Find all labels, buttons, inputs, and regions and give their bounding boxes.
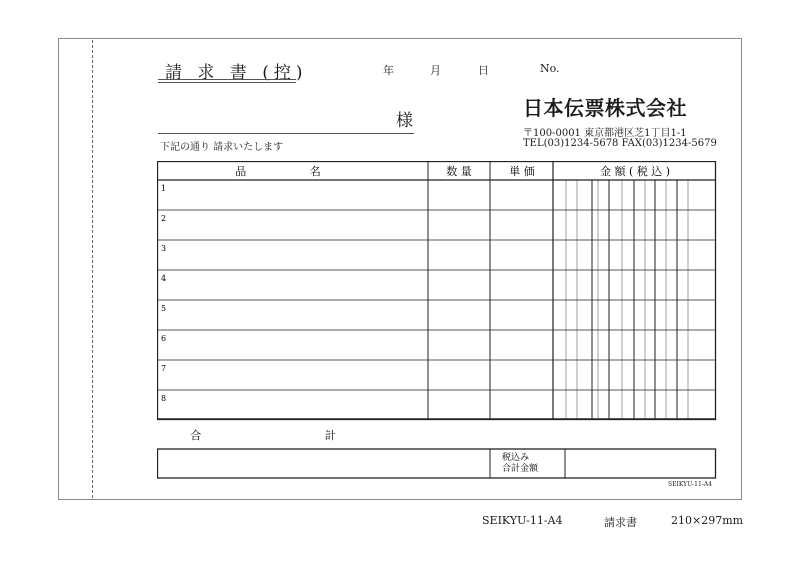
row-number: 5 bbox=[161, 304, 167, 313]
row-number: 2 bbox=[161, 214, 167, 223]
row-number: 4 bbox=[161, 274, 167, 283]
grand-total-label-line1: 税込み bbox=[502, 453, 530, 463]
invoice-table bbox=[157, 161, 717, 479]
recipient-honorific: 様 bbox=[396, 111, 413, 131]
footer-name: 請求書 bbox=[604, 516, 637, 529]
company-tel-fax: TEL(03)1234-5678 FAX(03)1234-5679 bbox=[523, 138, 717, 149]
row-number: 1 bbox=[161, 184, 167, 193]
grand-total-label-line2: 合計金額 bbox=[502, 464, 539, 474]
col-header-amount: 金 額 ( 税 込 ) bbox=[599, 165, 671, 178]
recipient-line bbox=[158, 133, 414, 134]
invoice-no-label: No. bbox=[540, 62, 560, 75]
company-address: 〒100-0001 東京都港区芝1丁目1-1 bbox=[523, 128, 687, 139]
footer-size: 210×297mm bbox=[671, 514, 744, 527]
date-month: 月 bbox=[430, 64, 441, 77]
row-number: 6 bbox=[161, 334, 167, 343]
footer-code: SEIKYU-11-A4 bbox=[482, 514, 563, 527]
row-number: 3 bbox=[161, 244, 167, 253]
company-name: 日本伝票株式会社 bbox=[523, 96, 687, 120]
title-underline bbox=[158, 79, 296, 80]
title-underline-double bbox=[158, 82, 296, 83]
perforation-line bbox=[92, 40, 93, 498]
total-label: 合 計 bbox=[190, 429, 396, 442]
date-year: 年 bbox=[383, 64, 394, 77]
col-header-price: 単 価 bbox=[509, 165, 535, 178]
form-title: 請 求 書 (控) bbox=[165, 63, 308, 83]
col-header-item: 品 名 bbox=[235, 165, 351, 178]
form-code-small: SEIKYU-11-A4 bbox=[668, 481, 712, 488]
col-header-qty: 数 量 bbox=[446, 165, 472, 178]
date-day: 日 bbox=[478, 64, 489, 77]
billing-note: 下記の通り 請求いたします bbox=[160, 142, 284, 153]
row-number: 8 bbox=[161, 394, 167, 403]
row-number: 7 bbox=[161, 364, 167, 373]
